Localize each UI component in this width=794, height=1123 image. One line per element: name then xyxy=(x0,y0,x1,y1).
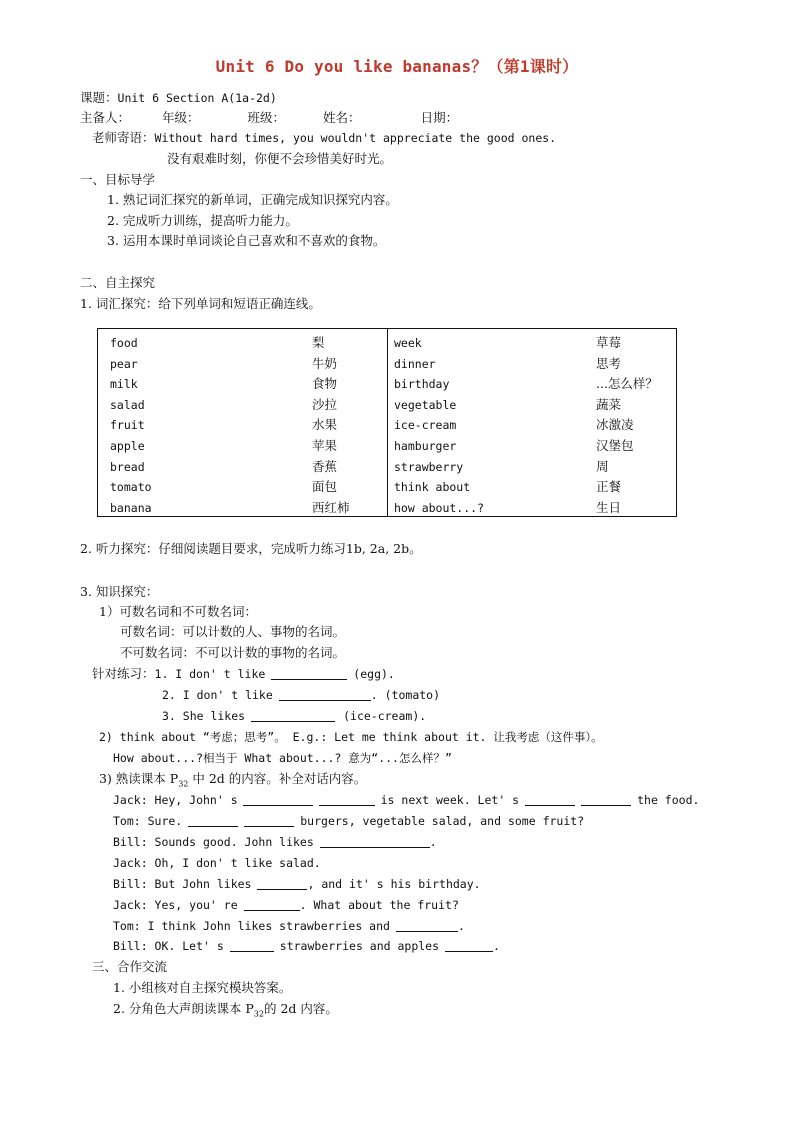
answer-blank[interactable] xyxy=(257,877,307,890)
vocab-word: strawberry xyxy=(394,459,464,474)
goal-item: 3. 运用本课时单词谈论自己喜欢和不喜欢的食物。 xyxy=(107,233,386,248)
coop-item: 1. 小组核对自主探究模块答案。 xyxy=(113,980,292,995)
goal-item: 1. 熟记词汇探究的新单词，正确完成知识探究内容。 xyxy=(107,192,398,207)
answer-blank[interactable] xyxy=(244,814,294,827)
vocab-word: vegetable xyxy=(394,397,457,412)
answer-blank[interactable] xyxy=(445,939,493,952)
dialogue-line: Jack: Oh, I don' t like salad. xyxy=(113,856,321,870)
vocab-meaning: 梨 xyxy=(312,335,325,350)
vocab-meaning: 沙拉 xyxy=(312,396,338,412)
dialogue-text: . xyxy=(493,939,500,953)
k1-countable: 可数名词：可以计数的人、事物的名词。 xyxy=(120,624,346,639)
coop-page-sub: 32 xyxy=(253,1009,264,1019)
vocab-word: salad xyxy=(110,397,145,412)
answer-blank[interactable] xyxy=(188,814,238,827)
vocab-word: food xyxy=(110,336,138,350)
message-en: Without hard times, you wouldn't appreciate the good ones. xyxy=(154,131,557,145)
answer-blank[interactable] xyxy=(396,919,458,932)
coop-item xyxy=(113,1001,338,1023)
k1-heading: 1）可数名词和不可数名词： xyxy=(99,604,257,619)
vocab-meaning: 水果 xyxy=(312,417,338,433)
date-label: 日期： xyxy=(420,110,459,125)
vocab-meaning: 草莓 xyxy=(596,335,622,350)
vocab-word: fruit xyxy=(110,418,145,433)
practice-pre: 1. I don' t like xyxy=(154,667,266,681)
vocab-meaning: 香蕉 xyxy=(312,458,338,474)
class-label: 班级： xyxy=(247,110,286,125)
vocab-table xyxy=(97,328,677,517)
section1-heading: 一、目标导学 xyxy=(80,172,156,187)
vocab-meaning: 思考 xyxy=(596,355,622,371)
dialogue-text: Bill: OK. Let' s xyxy=(113,939,224,953)
vocab-word: pear xyxy=(110,356,138,371)
dialogue-line xyxy=(113,834,437,850)
preparer-label: 主备人： xyxy=(80,110,131,125)
k2-line-2: How about...?相当于 What about...? 意为“...怎么样？” xyxy=(113,751,452,765)
dialogue-text: the food. xyxy=(637,793,700,807)
k1-uncountable: 不可数名词：不可以计数的事物的名词。 xyxy=(120,645,346,660)
k3-page-sub: 32 xyxy=(178,779,189,789)
topic-label: 课题： xyxy=(80,90,118,105)
coop-item-pre: 2. 分角色大声朗读课本 P xyxy=(113,1001,254,1016)
page-title: Unit 6 Do you like bananas？（第1课时） xyxy=(215,57,579,76)
dialogue-line xyxy=(113,918,465,934)
k3-heading xyxy=(99,771,366,793)
dialogue-text: Jack: Hey, John' s xyxy=(113,793,238,807)
vocab-meaning: 苹果 xyxy=(312,438,338,453)
vocab-word: birthday xyxy=(394,377,450,392)
coop-item-post: 的 2d 内容。 xyxy=(263,1001,338,1016)
vocab-word: apple xyxy=(110,439,145,453)
vocab-word: ice-cream xyxy=(394,418,457,433)
dialogue-text: burgers, vegetable salad, and some fruit? xyxy=(300,814,585,828)
practice-pre: 2. I don' t like xyxy=(162,688,273,702)
topic-line xyxy=(80,90,277,106)
answer-blank[interactable] xyxy=(243,793,313,806)
dialogue-text: . What about the fruit? xyxy=(299,898,459,912)
vocab-meaning: 牛奶 xyxy=(312,355,338,371)
vocab-word: milk xyxy=(110,377,138,392)
answer-blank[interactable] xyxy=(525,793,575,806)
vocab-meaning: 面包 xyxy=(312,479,338,495)
practice-line-2 xyxy=(162,687,440,703)
answer-blank[interactable] xyxy=(244,898,300,911)
answer-blank[interactable] xyxy=(320,835,430,848)
dialogue-text: , and it' s his birthday. xyxy=(307,877,481,891)
practice-line-1 xyxy=(92,666,395,682)
dialogue-line xyxy=(113,792,699,808)
knowledge-heading: 3. 知识探究： xyxy=(80,584,159,599)
dialogue-text: Tom: I think John likes strawberries and xyxy=(113,919,390,933)
vocab-word: banana xyxy=(110,500,152,515)
name-label: 姓名： xyxy=(323,110,361,125)
dialogue-text: Bill: Sounds good. John likes xyxy=(113,835,314,849)
section2-heading: 二、自主探究 xyxy=(80,275,156,290)
vocab-meaning: 汉堡包 xyxy=(596,438,634,453)
vocab-word: dinner xyxy=(394,356,436,371)
vocab-meaning: 周 xyxy=(596,458,609,474)
vocab-word: how about...? xyxy=(394,500,485,515)
vocab-word: week xyxy=(394,336,422,350)
k2-line-1: 2) think about “考虑；思考”。 E.g.: Let me think about it. 让我考虑（这件事）。 xyxy=(99,730,603,744)
listening-task: 2. 听力探究：仔细阅读题目要求，完成听力练习1b, 2a, 2b。 xyxy=(80,541,422,556)
answer-blank[interactable] xyxy=(230,939,274,952)
answer-blank[interactable] xyxy=(271,667,347,680)
answer-blank[interactable] xyxy=(581,793,631,806)
vocab-word: hamburger xyxy=(394,439,457,453)
dialogue-text: . xyxy=(457,919,465,933)
answer-blank[interactable] xyxy=(251,709,335,722)
practice-pre: 3. She likes xyxy=(162,709,246,723)
goal-item: 2. 完成听力训练，提高听力能力。 xyxy=(107,213,298,228)
dialogue-text: Jack: Yes, you' re xyxy=(113,898,238,912)
vocab-word: think about xyxy=(394,480,471,495)
dialogue-line xyxy=(113,876,481,892)
vocab-meaning: 生日 xyxy=(596,499,622,515)
vocab-instruction: 1. 词汇探究：给下列单词和短语正确连线。 xyxy=(80,296,321,311)
dialogue-line xyxy=(113,897,459,913)
vocab-meaning: 蔬菜 xyxy=(596,396,622,412)
practice-post: . (tomato) xyxy=(370,688,441,702)
vocab-meaning: 正餐 xyxy=(596,479,622,495)
vocab-meaning: 食物 xyxy=(312,376,338,392)
k3-pre: 3) 熟读课本 P xyxy=(99,771,179,786)
vocab-meaning: 冰激凌 xyxy=(596,417,634,433)
practice-post: (egg). xyxy=(353,667,395,681)
vocab-word: bread xyxy=(110,459,145,474)
dialogue-text: Tom: Sure. xyxy=(113,814,183,828)
message-cn: 没有艰难时刻，你便不会珍惜美好时光。 xyxy=(167,151,393,166)
answer-blank[interactable] xyxy=(279,688,371,701)
section3-heading: 三、合作交流 xyxy=(92,959,168,974)
dialogue-text: . xyxy=(429,835,437,849)
message-label: 老师寄语： xyxy=(92,130,155,145)
practice-line-3 xyxy=(162,708,426,724)
dialogue-text: Bill: But John likes xyxy=(113,877,252,891)
grade-label: 年级： xyxy=(162,110,200,125)
topic-value: Unit 6 Section A(1a-2d) xyxy=(117,91,277,105)
vocab-word: tomato xyxy=(110,480,152,495)
vocab-meaning: ...怎么样？ xyxy=(596,376,658,392)
k3-post: 中 2d 的内容。补全对话内容。 xyxy=(188,771,367,786)
answer-blank[interactable] xyxy=(319,793,375,806)
dialogue-text: is next week. Let' s xyxy=(380,793,520,807)
vocab-meaning: 西红柿 xyxy=(312,499,350,515)
practice-post: (ice-cream). xyxy=(343,709,427,723)
dialogue-line xyxy=(113,813,584,829)
dialogue-text: strawberries and apples xyxy=(279,939,440,953)
info-line xyxy=(80,110,458,126)
table-divider xyxy=(387,329,388,516)
dialogue-line xyxy=(113,938,500,954)
teacher-message xyxy=(92,130,556,146)
practice-label: 针对练习： xyxy=(92,666,155,681)
